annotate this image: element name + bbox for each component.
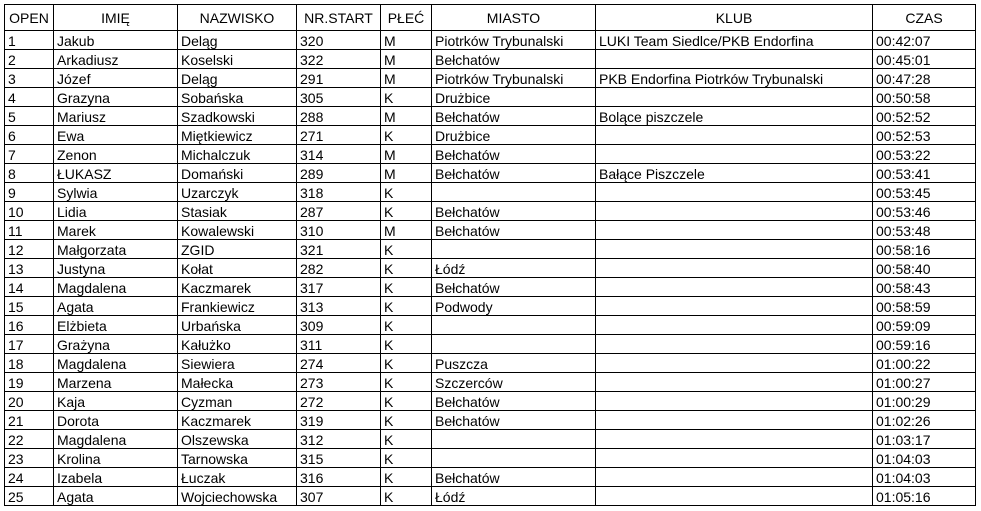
cell-czas: 00:50:58 xyxy=(873,88,976,107)
cell-miasto: Szczerców xyxy=(432,373,596,392)
table-row xyxy=(5,468,976,487)
table-row xyxy=(5,449,976,468)
cell-czas: 01:04:03 xyxy=(873,468,976,487)
table-row xyxy=(5,164,976,183)
cell-nr-start: 316 xyxy=(297,468,381,487)
table-row xyxy=(5,487,976,506)
cell-open: 6 xyxy=(5,126,54,145)
cell-nr-start: 312 xyxy=(297,430,381,449)
table-header xyxy=(5,5,976,31)
cell-nazwisko: Deląg xyxy=(178,69,297,88)
header-miasto: MIASTO xyxy=(432,5,596,31)
cell-imie: Grażyna xyxy=(54,335,178,354)
cell-czas: 00:53:41 xyxy=(873,164,976,183)
table-row xyxy=(5,202,976,221)
table-row xyxy=(5,373,976,392)
cell-open: 21 xyxy=(5,411,54,430)
cell-czas: 01:03:17 xyxy=(873,430,976,449)
table-row xyxy=(5,240,976,259)
header-czas: CZAS xyxy=(873,5,976,31)
cell-imie: Marek xyxy=(54,221,178,240)
cell-nazwisko: Wojciechowska xyxy=(178,487,297,506)
cell-nazwisko: Małecka xyxy=(178,373,297,392)
cell-nr-start: 320 xyxy=(297,31,381,50)
cell-imie: Małgorzata xyxy=(54,240,178,259)
cell-klub xyxy=(596,316,873,335)
cell-klub xyxy=(596,487,873,506)
cell-czas: 01:00:27 xyxy=(873,373,976,392)
cell-open: 4 xyxy=(5,88,54,107)
cell-nr-start: 313 xyxy=(297,297,381,316)
cell-imie: Jakub xyxy=(54,31,178,50)
cell-open: 12 xyxy=(5,240,54,259)
cell-nazwisko: Frankiewicz xyxy=(178,297,297,316)
table-row xyxy=(5,354,976,373)
header-nr-start: NR.START xyxy=(297,5,381,31)
cell-miasto: Puszcza xyxy=(432,354,596,373)
cell-miasto: Bełchatów xyxy=(432,221,596,240)
cell-plec: K xyxy=(381,278,432,297)
cell-klub xyxy=(596,202,873,221)
cell-nazwisko: Kowalewski xyxy=(178,221,297,240)
cell-open: 10 xyxy=(5,202,54,221)
cell-imie: Dorota xyxy=(54,411,178,430)
cell-plec: K xyxy=(381,126,432,145)
cell-open: 14 xyxy=(5,278,54,297)
cell-plec: K xyxy=(381,373,432,392)
cell-plec: M xyxy=(381,69,432,88)
cell-imie: Elżbieta xyxy=(54,316,178,335)
cell-nr-start: 289 xyxy=(297,164,381,183)
cell-nazwisko: Tarnowska xyxy=(178,449,297,468)
cell-czas: 00:58:40 xyxy=(873,259,976,278)
table-row xyxy=(5,126,976,145)
cell-nazwisko: ZGID xyxy=(178,240,297,259)
table-row xyxy=(5,335,976,354)
cell-open: 20 xyxy=(5,392,54,411)
cell-nazwisko: Sobańska xyxy=(178,88,297,107)
cell-open: 15 xyxy=(5,297,54,316)
cell-klub xyxy=(596,297,873,316)
cell-nazwisko: Michalczuk xyxy=(178,145,297,164)
cell-plec: K xyxy=(381,240,432,259)
cell-open: 1 xyxy=(5,31,54,50)
cell-czas: 00:52:52 xyxy=(873,107,976,126)
cell-klub: Bolące piszczele xyxy=(596,107,873,126)
cell-nr-start: 287 xyxy=(297,202,381,221)
cell-miasto: Łódź xyxy=(432,487,596,506)
cell-imie: Sylwia xyxy=(54,183,178,202)
cell-miasto: Bełchatów xyxy=(432,202,596,221)
cell-imie: Agata xyxy=(54,297,178,316)
cell-nr-start: 310 xyxy=(297,221,381,240)
cell-plec: K xyxy=(381,392,432,411)
table-row xyxy=(5,392,976,411)
cell-klub xyxy=(596,373,873,392)
cell-klub xyxy=(596,145,873,164)
cell-czas: 00:53:48 xyxy=(873,221,976,240)
cell-nr-start: 274 xyxy=(297,354,381,373)
cell-miasto: Bełchatów xyxy=(432,392,596,411)
cell-czas: 00:59:16 xyxy=(873,335,976,354)
cell-miasto: Podwody xyxy=(432,297,596,316)
cell-nazwisko: Deląg xyxy=(178,31,297,50)
cell-czas: 00:42:07 xyxy=(873,31,976,50)
cell-miasto: Piotrków Trybunalski xyxy=(432,69,596,88)
cell-nazwisko: Olszewska xyxy=(178,430,297,449)
cell-plec: K xyxy=(381,468,432,487)
cell-klub xyxy=(596,335,873,354)
cell-nazwisko: Szadkowski xyxy=(178,107,297,126)
table-row xyxy=(5,259,976,278)
cell-plec: K xyxy=(381,316,432,335)
table-row xyxy=(5,278,976,297)
cell-miasto xyxy=(432,430,596,449)
cell-klub: LUKI Team Siedlce/PKB Endorfina xyxy=(596,31,873,50)
cell-nazwisko: Siewiera xyxy=(178,354,297,373)
cell-miasto: Piotrków Trybunalski xyxy=(432,31,596,50)
cell-imie: Arkadiusz xyxy=(54,50,178,69)
cell-nazwisko: Stasiak xyxy=(178,202,297,221)
cell-open: 16 xyxy=(5,316,54,335)
cell-miasto xyxy=(432,316,596,335)
cell-nazwisko: Miętkiewicz xyxy=(178,126,297,145)
cell-open: 19 xyxy=(5,373,54,392)
cell-plec: K xyxy=(381,487,432,506)
cell-plec: M xyxy=(381,31,432,50)
cell-imie: Kaja xyxy=(54,392,178,411)
header-klub: KLUB xyxy=(596,5,873,31)
cell-klub xyxy=(596,240,873,259)
cell-imie: Agata xyxy=(54,487,178,506)
cell-klub xyxy=(596,126,873,145)
table-row xyxy=(5,411,976,430)
cell-miasto: Drużbice xyxy=(432,88,596,107)
results-table xyxy=(4,4,976,506)
cell-miasto: Bełchatów xyxy=(432,145,596,164)
header-row xyxy=(5,5,976,31)
cell-imie: Ewa xyxy=(54,126,178,145)
cell-imie: Magdalena xyxy=(54,430,178,449)
cell-nr-start: 321 xyxy=(297,240,381,259)
cell-open: 18 xyxy=(5,354,54,373)
cell-nazwisko: Domański xyxy=(178,164,297,183)
cell-miasto: Bełchatów xyxy=(432,164,596,183)
cell-miasto: Bełchatów xyxy=(432,278,596,297)
cell-open: 2 xyxy=(5,50,54,69)
cell-klub xyxy=(596,430,873,449)
cell-miasto: Bełchatów xyxy=(432,50,596,69)
cell-open: 11 xyxy=(5,221,54,240)
cell-imie: Marzena xyxy=(54,373,178,392)
cell-imie: Józef xyxy=(54,69,178,88)
cell-plec: K xyxy=(381,449,432,468)
table-row xyxy=(5,88,976,107)
cell-czas: 01:04:03 xyxy=(873,449,976,468)
header-plec: PŁEĆ xyxy=(381,5,432,31)
cell-nr-start: 315 xyxy=(297,449,381,468)
cell-open: 7 xyxy=(5,145,54,164)
cell-czas: 00:53:45 xyxy=(873,183,976,202)
cell-imie: ŁUKASZ xyxy=(54,164,178,183)
cell-plec: K xyxy=(381,183,432,202)
cell-miasto: Bełchatów xyxy=(432,468,596,487)
cell-czas: 00:52:53 xyxy=(873,126,976,145)
table-row xyxy=(5,297,976,316)
cell-plec: K xyxy=(381,354,432,373)
header-imie: IMIĘ xyxy=(54,5,178,31)
cell-czas: 00:53:22 xyxy=(873,145,976,164)
cell-czas: 00:58:43 xyxy=(873,278,976,297)
header-open: OPEN xyxy=(5,5,54,31)
cell-nazwisko: Koselski xyxy=(178,50,297,69)
cell-imie: Izabela xyxy=(54,468,178,487)
cell-klub: Bałące Piszczele xyxy=(596,164,873,183)
cell-klub xyxy=(596,354,873,373)
cell-czas: 00:58:16 xyxy=(873,240,976,259)
cell-open: 22 xyxy=(5,430,54,449)
cell-czas: 01:05:16 xyxy=(873,487,976,506)
cell-klub xyxy=(596,449,873,468)
cell-czas: 01:00:22 xyxy=(873,354,976,373)
cell-miasto xyxy=(432,183,596,202)
cell-nazwisko: Urbańska xyxy=(178,316,297,335)
cell-nr-start: 272 xyxy=(297,392,381,411)
cell-czas: 00:45:01 xyxy=(873,50,976,69)
table-row xyxy=(5,183,976,202)
table-row xyxy=(5,316,976,335)
cell-imie: Krolina xyxy=(54,449,178,468)
cell-nr-start: 317 xyxy=(297,278,381,297)
cell-nr-start: 319 xyxy=(297,411,381,430)
cell-nr-start: 273 xyxy=(297,373,381,392)
cell-miasto xyxy=(432,240,596,259)
cell-plec: K xyxy=(381,430,432,449)
table-row xyxy=(5,107,976,126)
cell-nr-start: 309 xyxy=(297,316,381,335)
cell-plec: K xyxy=(381,88,432,107)
cell-klub xyxy=(596,50,873,69)
cell-imie: Grazyna xyxy=(54,88,178,107)
cell-imie: Lidia xyxy=(54,202,178,221)
cell-open: 25 xyxy=(5,487,54,506)
cell-open: 3 xyxy=(5,69,54,88)
cell-nr-start: 314 xyxy=(297,145,381,164)
cell-nr-start: 288 xyxy=(297,107,381,126)
cell-open: 17 xyxy=(5,335,54,354)
cell-imie: Magdalena xyxy=(54,354,178,373)
cell-miasto: Bełchatów xyxy=(432,411,596,430)
cell-open: 8 xyxy=(5,164,54,183)
cell-imie: Magdalena xyxy=(54,278,178,297)
cell-klub xyxy=(596,259,873,278)
cell-imie: Justyna xyxy=(54,259,178,278)
header-nazwisko: NAZWISKO xyxy=(178,5,297,31)
cell-plec: K xyxy=(381,259,432,278)
cell-nazwisko: Kołat xyxy=(178,259,297,278)
cell-klub xyxy=(596,88,873,107)
cell-klub xyxy=(596,183,873,202)
cell-nazwisko: Uzarczyk xyxy=(178,183,297,202)
cell-plec: M xyxy=(381,107,432,126)
cell-nr-start: 318 xyxy=(297,183,381,202)
cell-plec: K xyxy=(381,335,432,354)
table-row xyxy=(5,31,976,50)
cell-plec: M xyxy=(381,221,432,240)
cell-nr-start: 311 xyxy=(297,335,381,354)
table-row xyxy=(5,145,976,164)
cell-plec: K xyxy=(381,297,432,316)
cell-klub xyxy=(596,411,873,430)
cell-miasto: Bełchatów xyxy=(432,107,596,126)
cell-miasto xyxy=(432,449,596,468)
cell-nazwisko: Kałużko xyxy=(178,335,297,354)
cell-klub xyxy=(596,392,873,411)
table-body xyxy=(5,31,976,506)
cell-nr-start: 282 xyxy=(297,259,381,278)
table-row xyxy=(5,430,976,449)
cell-nr-start: 322 xyxy=(297,50,381,69)
cell-plec: M xyxy=(381,145,432,164)
cell-nr-start: 307 xyxy=(297,487,381,506)
cell-open: 23 xyxy=(5,449,54,468)
cell-miasto xyxy=(432,335,596,354)
cell-open: 13 xyxy=(5,259,54,278)
cell-open: 24 xyxy=(5,468,54,487)
cell-czas: 00:59:09 xyxy=(873,316,976,335)
cell-czas: 01:02:26 xyxy=(873,411,976,430)
cell-open: 5 xyxy=(5,107,54,126)
table-row xyxy=(5,69,976,88)
cell-klub xyxy=(596,221,873,240)
cell-czas: 00:53:46 xyxy=(873,202,976,221)
cell-nr-start: 305 xyxy=(297,88,381,107)
cell-plec: M xyxy=(381,50,432,69)
cell-nazwisko: Cyzman xyxy=(178,392,297,411)
cell-nr-start: 291 xyxy=(297,69,381,88)
cell-czas: 00:47:28 xyxy=(873,69,976,88)
cell-czas: 01:00:29 xyxy=(873,392,976,411)
table-row xyxy=(5,221,976,240)
cell-miasto: Drużbice xyxy=(432,126,596,145)
cell-nazwisko: Łuczak xyxy=(178,468,297,487)
cell-plec: K xyxy=(381,202,432,221)
cell-czas: 00:58:59 xyxy=(873,297,976,316)
cell-imie: Mariusz xyxy=(54,107,178,126)
cell-nazwisko: Kaczmarek xyxy=(178,278,297,297)
cell-plec: M xyxy=(381,164,432,183)
cell-plec: K xyxy=(381,411,432,430)
cell-klub xyxy=(596,468,873,487)
cell-open: 9 xyxy=(5,183,54,202)
cell-nr-start: 271 xyxy=(297,126,381,145)
table-row xyxy=(5,50,976,69)
cell-nazwisko: Kaczmarek xyxy=(178,411,297,430)
cell-klub: PKB Endorfina Piotrków Trybunalski xyxy=(596,69,873,88)
cell-miasto: Łódź xyxy=(432,259,596,278)
cell-klub xyxy=(596,278,873,297)
cell-imie: Zenon xyxy=(54,145,178,164)
